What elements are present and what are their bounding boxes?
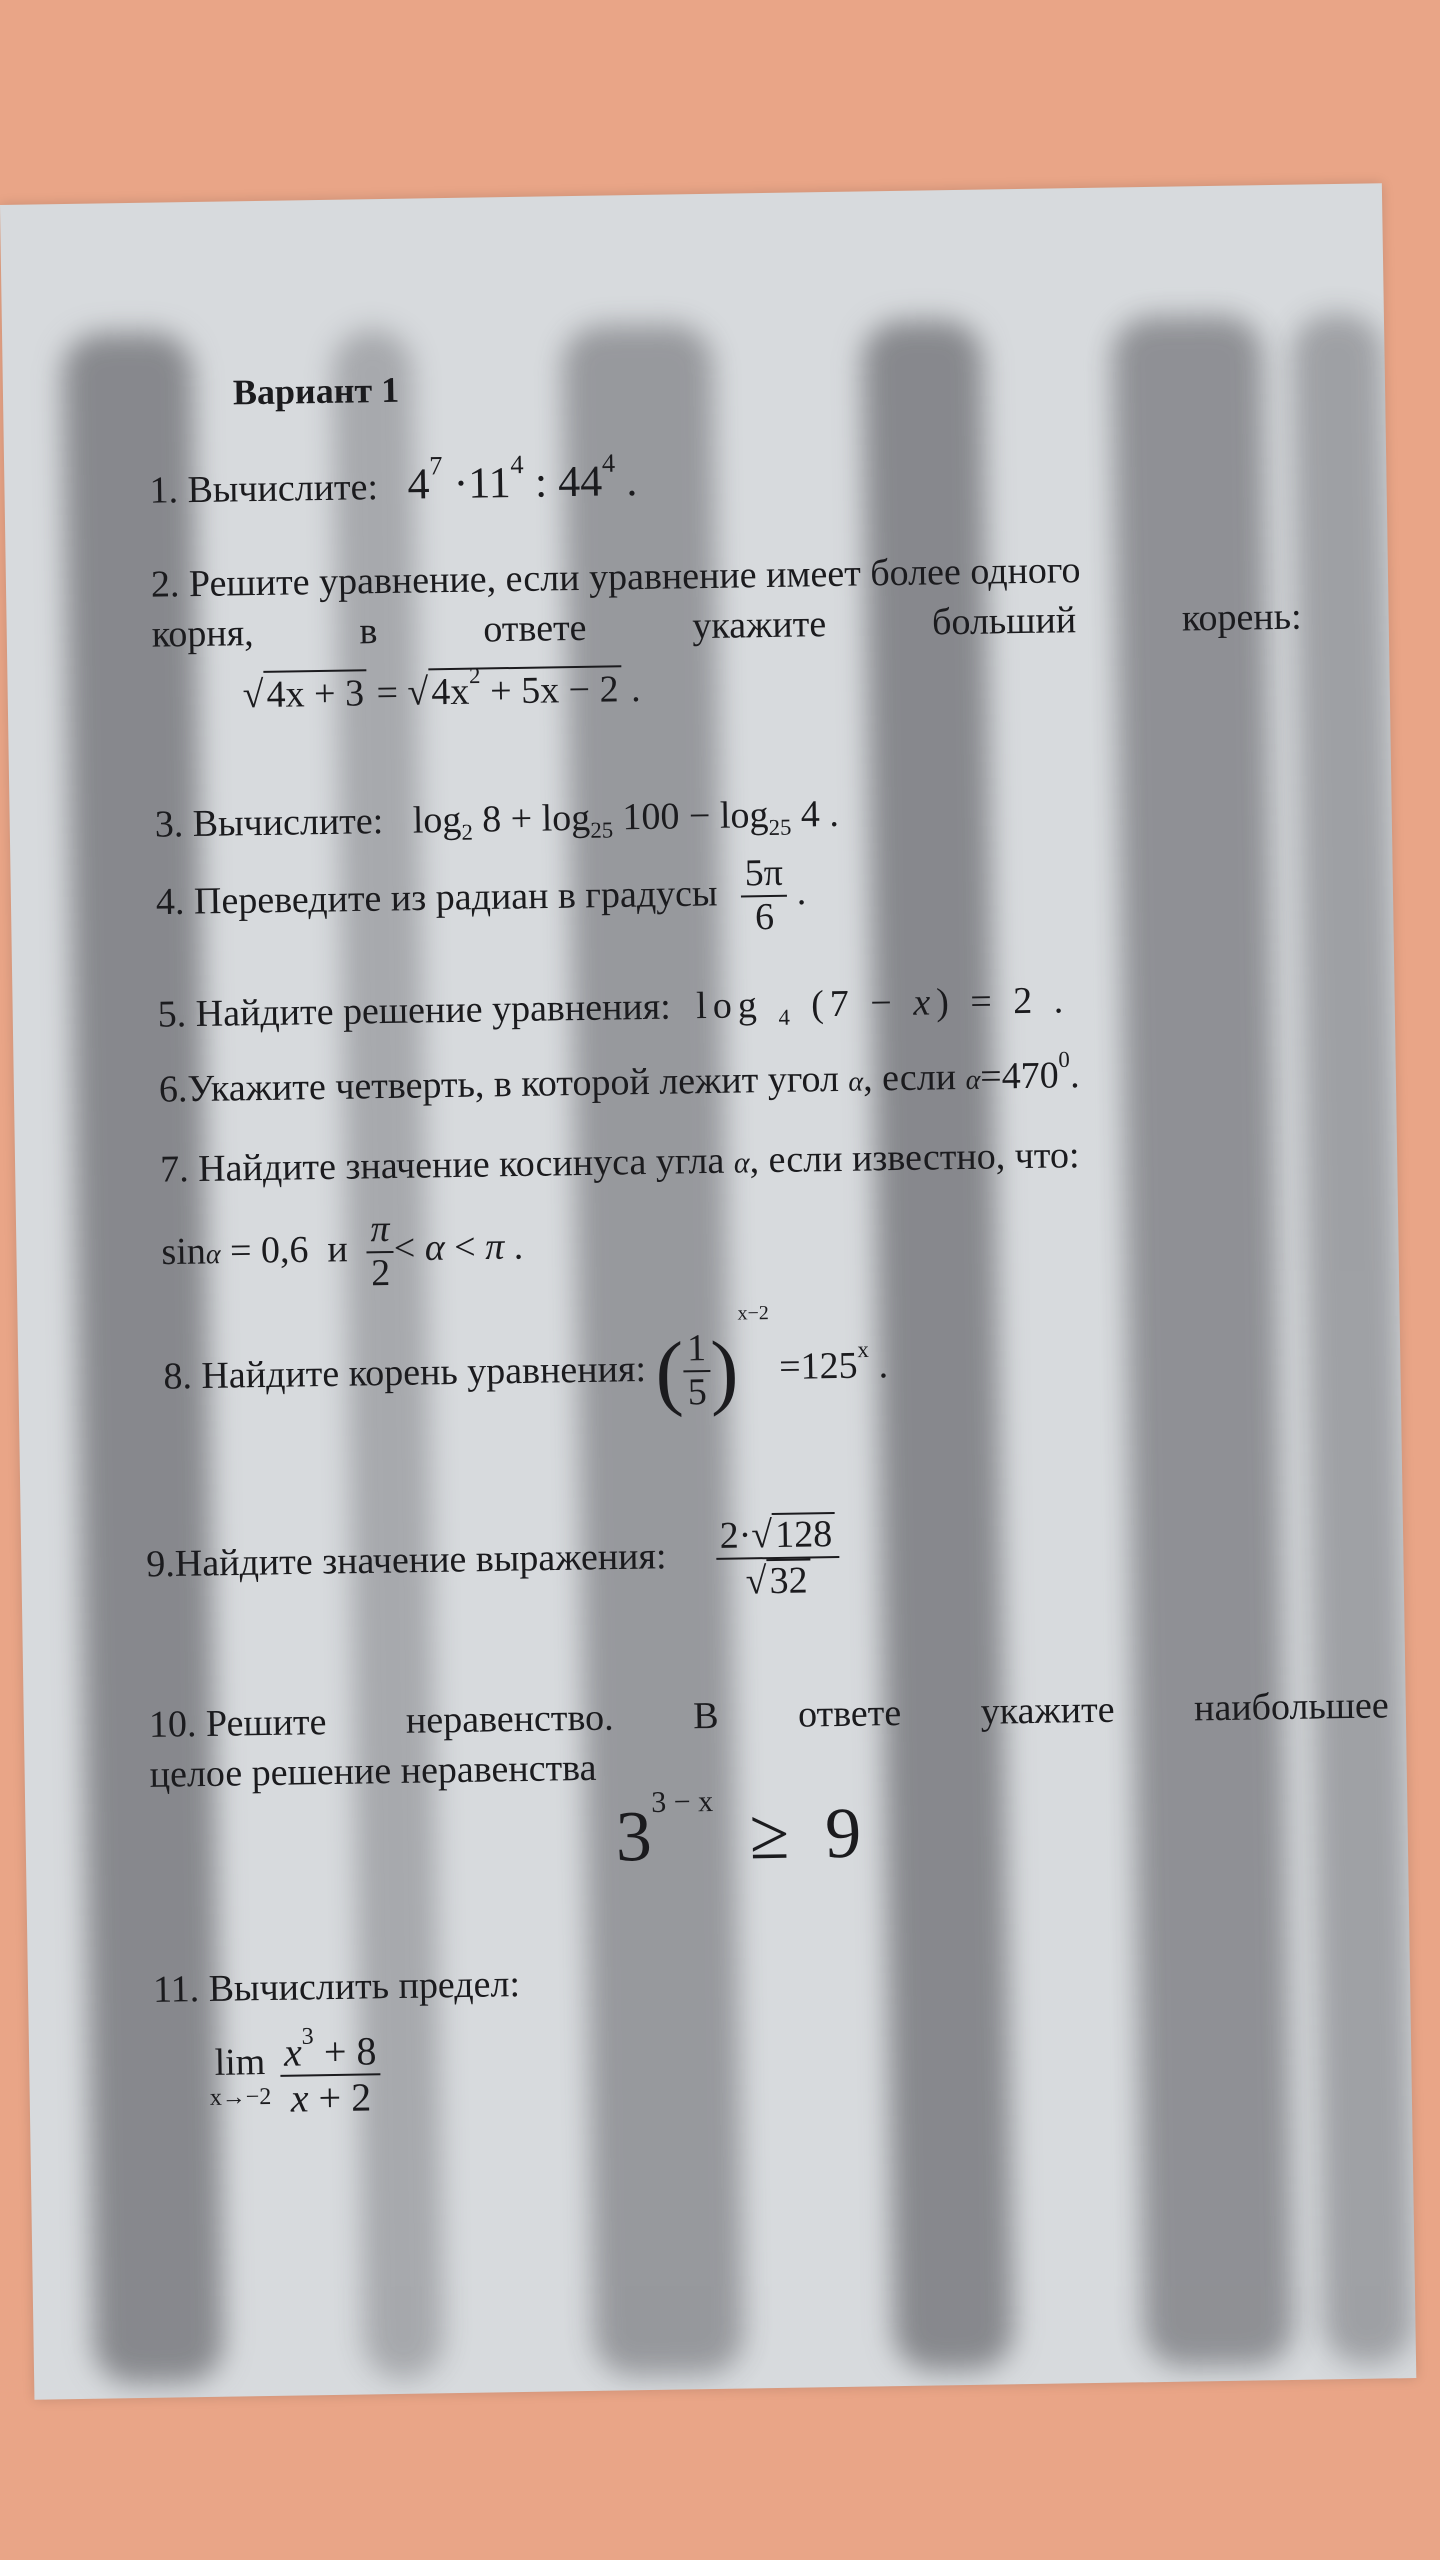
task-10-inequality: $3^{3 - x} \ge 9$ [615, 1784, 862, 1877]
task-4: 4. Переведите из радиан в градусы $\frac{5\pi}{6}$ . [155, 851, 807, 939]
task-2-equation: $√4x + 3 = √4x^2 + 5x - 2$ . [242, 662, 641, 717]
task-1: 1. Вычислите: $4^7 \cdot 11^4$ : $44^4$ . [149, 447, 638, 512]
task-6: 6.Укажите четверть, в которой лежит угол α, если $\alpha=470^0$. [158, 1046, 1080, 1111]
task-2-line2: корня, в ответе укажите больший корень: [151, 595, 1302, 656]
task-9: 9.Найдите значение выражения: $\frac{2\cdot√128}{√32}$ [146, 1512, 841, 1612]
exam-sheet [0, 183, 1416, 2399]
exam-content [0, 183, 1416, 2399]
task-11-limit: lim x→−2 $\frac{x^3 + 8}{x + 2}$ [209, 2029, 382, 2122]
task-11: 11. Вычислить предел: [152, 1963, 521, 2011]
task-7: 7. Найдите значение косинуса угла α, если известно, что: [159, 1134, 1080, 1191]
task-10-line2: целое решение неравенства [149, 1746, 597, 1796]
task-2-line1: 2. Решите уравнение, если уравнение имеет более одного [150, 549, 1081, 606]
task-5: 5. Найдите решение уравнения: log $_4$ (7 − x) = 2 . [157, 979, 1070, 1036]
task-3: 3. Вычислите: $\log_2 8 + \log_{25} 100 - \log_{25} 4$ . [154, 792, 840, 846]
variant-title: Вариант 1 [232, 369, 400, 413]
task-10-line1: 10. Решите неравенство. В ответе укажите наибольшее [148, 1684, 1390, 1746]
task-7-condition: sinα = 0,6 и $\frac{\pi}{2}$ < α < π . [161, 1208, 524, 1295]
task-8: 8. Найдите корень уравнения: ( $\frac{1}{5}$ )$^{x-2} =125^x$ . [163, 1302, 889, 1419]
